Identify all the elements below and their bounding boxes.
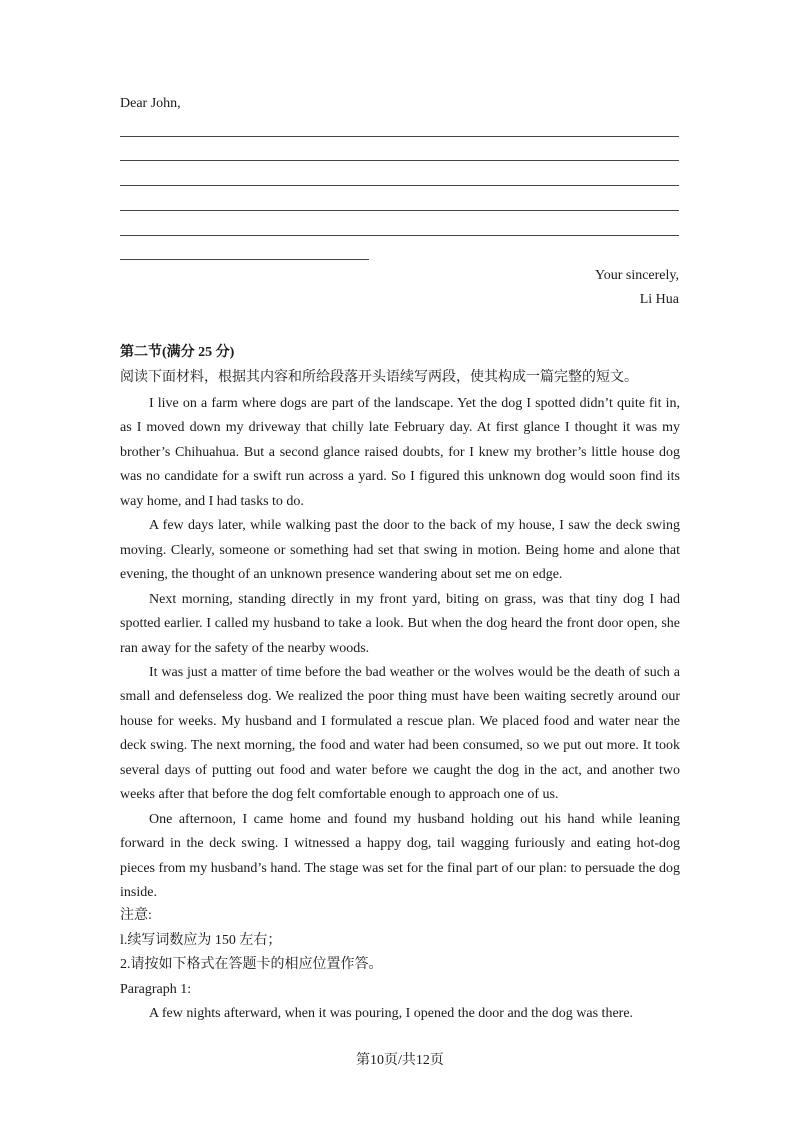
notes-block bbox=[120, 904, 680, 1027]
passage-paragraph: One afternoon, I came home and found my husband holding out his hand while leaning forward in the deck swing. I witnessed a happy dog, tail wagging furiously and eating hot-dog pieces from my husband’s hand. The stage was set for the final part of our plan: to persuade the dog inside. bbox=[120, 811, 680, 901]
writing-line bbox=[120, 210, 679, 211]
letter-signature: Li Hua bbox=[639, 292, 679, 307]
paragraph-label: Paragraph 1: bbox=[120, 981, 192, 997]
letter-greeting: Dear John, bbox=[120, 96, 181, 111]
passage-paragraph: A few days later, while walking past the door to the back of my house, I saw the deck swing moving. Clearly, someone or something had set that swing in motion. Being home and alone that evening, the thought of an unknown presence wandering about set me on edge. bbox=[120, 518, 680, 583]
writing-line bbox=[120, 160, 679, 161]
passage-paragraph: I live on a farm where dogs are part of the landscape. Yet the dog I spotted didn’t quite fit in, as I moved down my driveway that chilly late February day. At first glance I thought it was my brother’s Chihuahua. But a second glance raised doubts, for I knew my brother’s little house dog was no candidate for a swift run across a yard. So I figured this unknown dog would soon find its way home, and I had tasks to do. bbox=[120, 396, 680, 509]
notes-item-format: 2.请按如下格式在答题卡的相应位置作答。 bbox=[120, 957, 383, 972]
notes-item-word-count: l.续写词数应为 150 左右； bbox=[120, 932, 282, 948]
writing-line-short bbox=[120, 259, 369, 260]
writing-line bbox=[120, 235, 679, 236]
section-title: 第二节(满分 25 分) bbox=[120, 345, 235, 360]
reading-passage bbox=[120, 392, 680, 906]
letter-closing: Your sincerely, bbox=[595, 268, 679, 283]
writing-line bbox=[120, 185, 679, 186]
notes-heading: 注意: bbox=[120, 908, 152, 923]
page-number: 第10页/共12页 bbox=[356, 1053, 444, 1068]
passage-paragraph: Next morning, standing directly in my front yard, biting on grass, was that tiny dog I had spotted earlier. I called my husband to take a look. But when the dog heard the front door open, she ran away for the safety of the nearby woods. bbox=[120, 591, 680, 656]
section-instruction: 阅读下面材料，根据其内容和所给段落开头语续写两段，使其构成一篇完整的短文。 bbox=[120, 370, 638, 385]
writing-line bbox=[120, 136, 679, 137]
paragraph-start-sentence: A few nights afterward, when it was pouring, I opened the door and the dog was there. bbox=[149, 1006, 634, 1021]
passage-paragraph: It was just a matter of time before the bad weather or the wolves would be the death of such a small and defenseless dog. We realized the poor thing must have been waiting secretly around our house for weeks. My husband and I formulated a rescue plan. We placed food and water near the deck swing. The next morning, the food and water had been consumed, so we put out more. It took several days of putting out food and water before we caught the dog in the act, and another two weeks after that before the dog felt comfortable enough to approach one of us. bbox=[120, 664, 680, 803]
